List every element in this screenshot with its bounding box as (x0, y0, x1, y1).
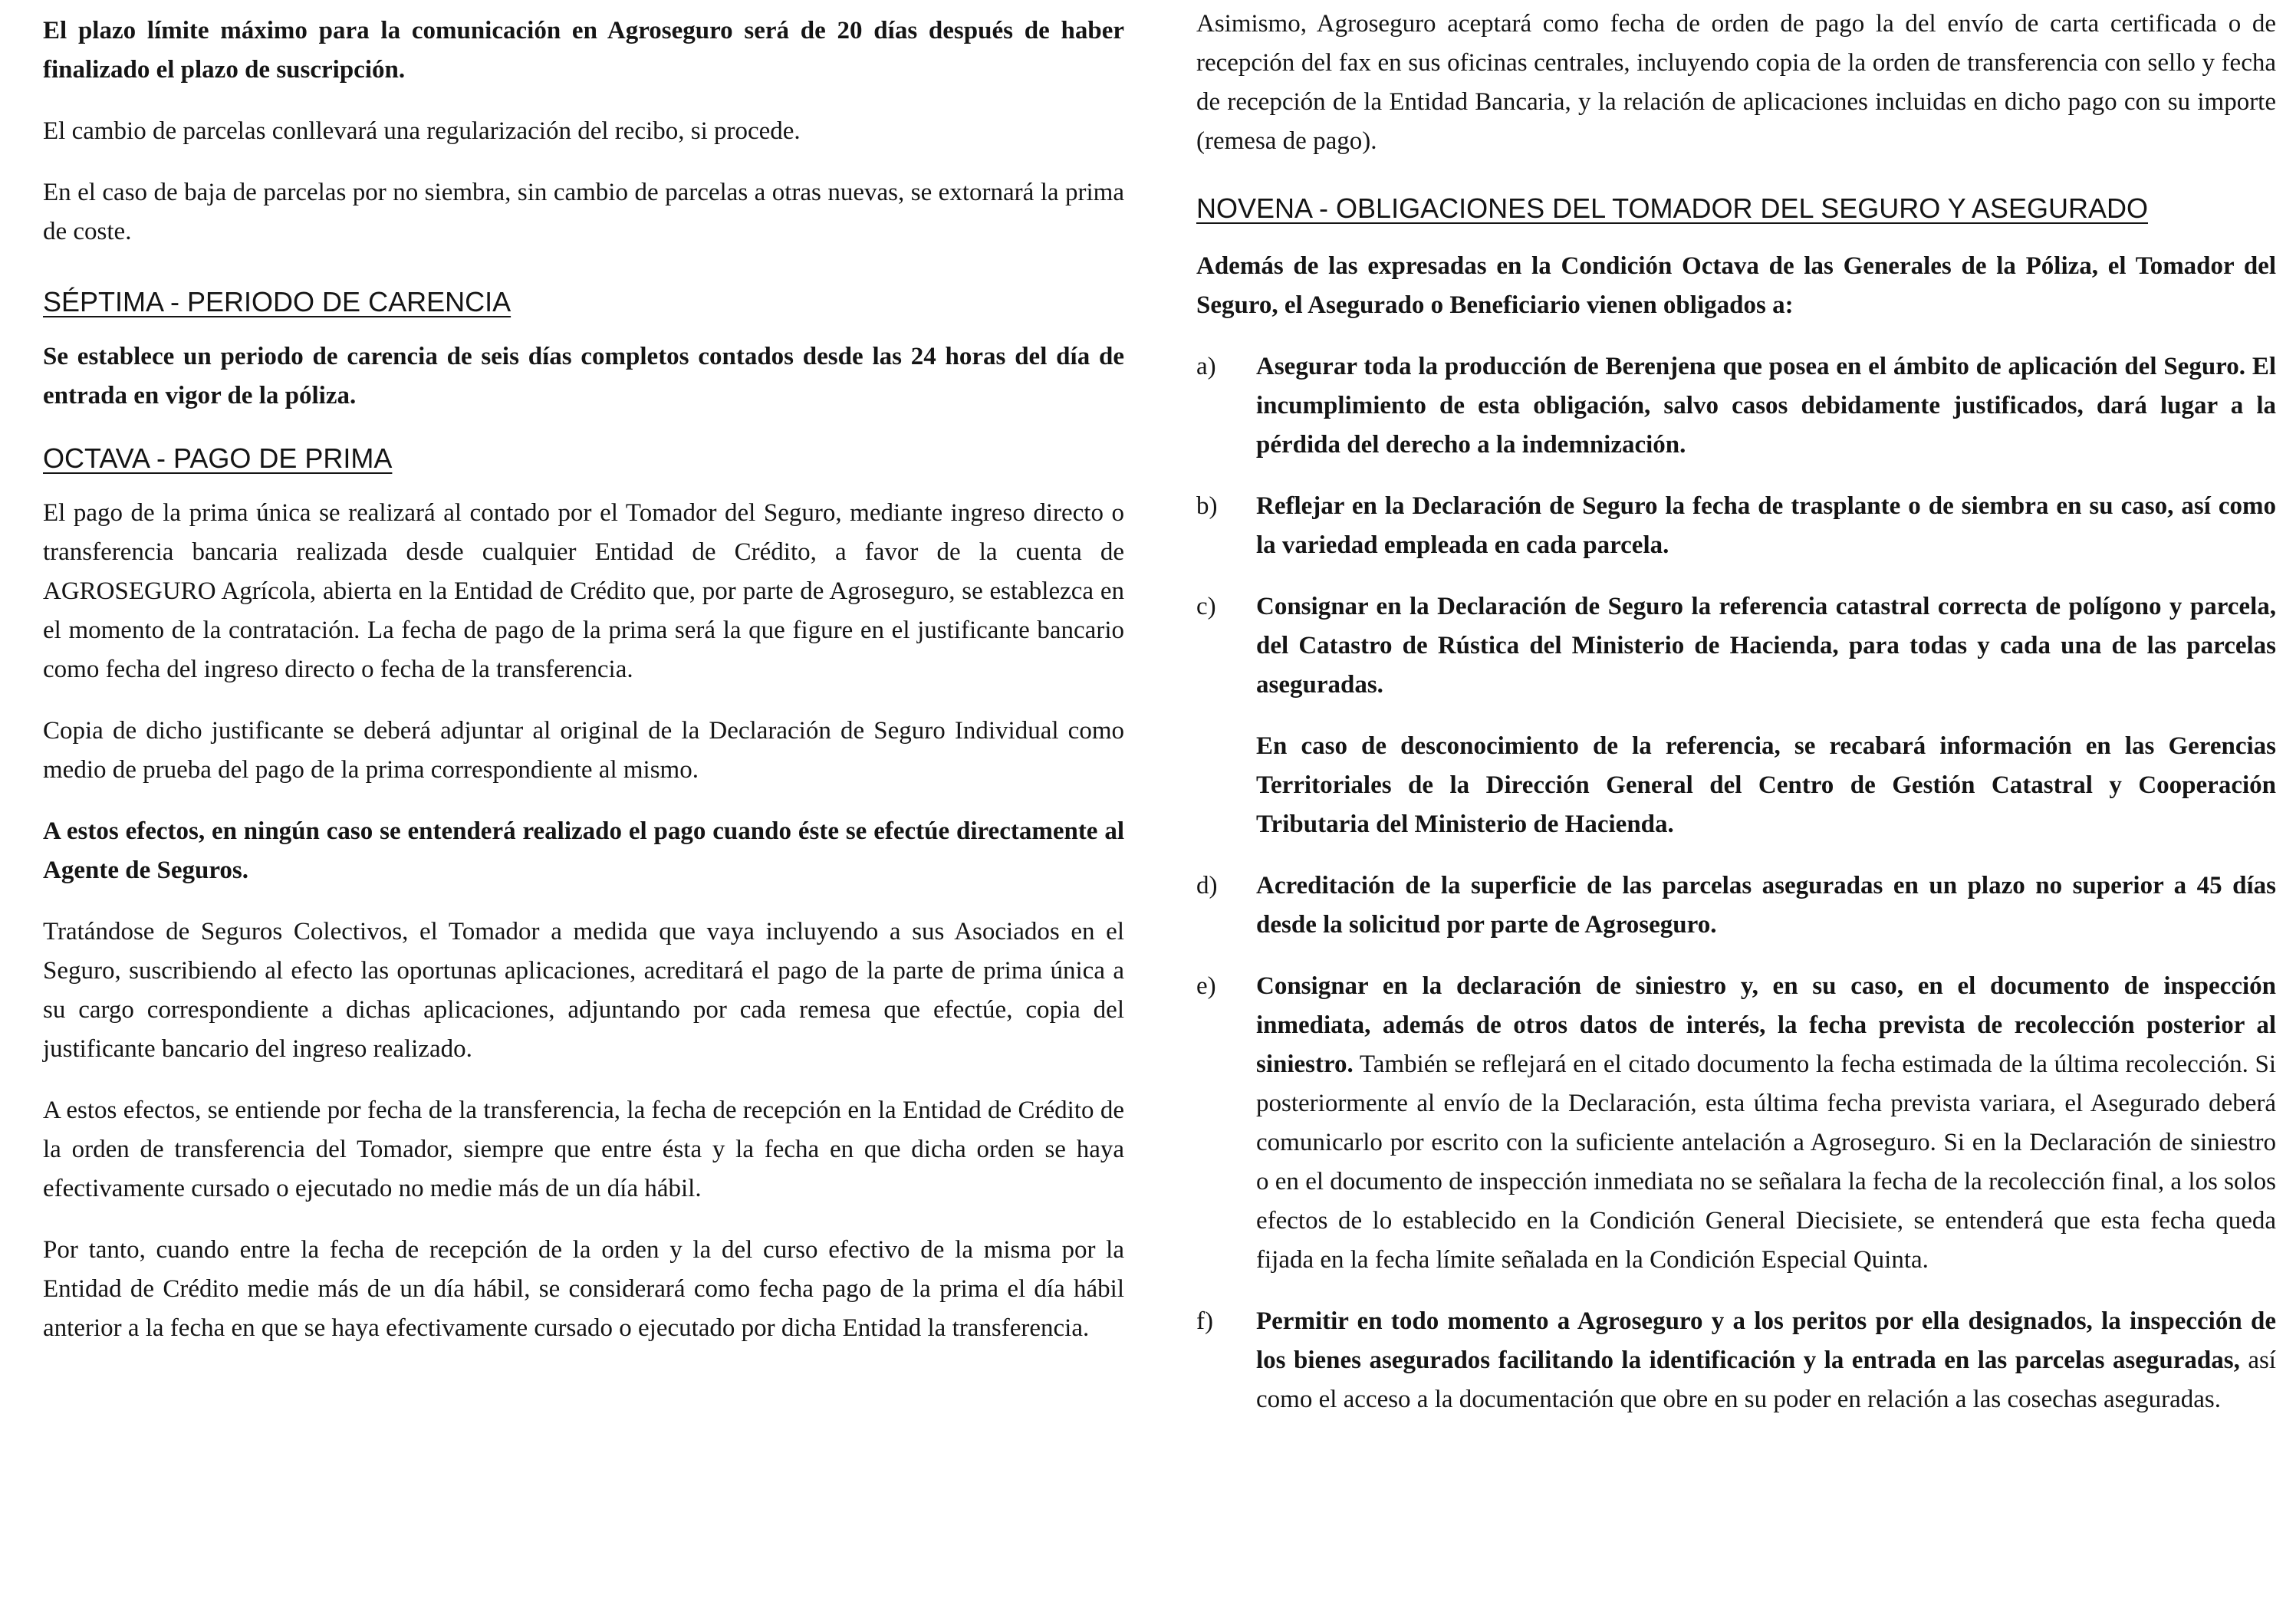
item-text (1256, 1302, 2276, 1419)
item-label: b) (1196, 492, 1218, 520)
paragraph-plazo-limite: El plazo límite máximo para la comunicación en Agroseguro será de 20 días después de haber finalizado el plazo de suscripción. (43, 17, 1124, 84)
paragraph-ademas: Además de las expresadas en la Condición Octava de las Generales de la Póliza, el Tomador del Seguro, el Asegurado o Beneficiario vienen obligados a: (1196, 252, 2276, 319)
left-column (43, 0, 1124, 1348)
paragraph-colectivos: Tratándose de Seguros Colectivos, el Tomador a medida que vaya incluyendo a sus Asociados en el Seguro, suscribiendo al efecto las oportunas aplicaciones, acreditará el pago de la parte de prima única a su cargo correspondiente a dichas aplicaciones, adjuntando por cada remesa que efectúe, copia del justificante bancario del ingreso realizado. (43, 918, 1124, 1063)
item-label: a) (1196, 353, 1216, 380)
item-label: c) (1196, 593, 1216, 620)
heading-novena: NOVENA - OBLIGACIONES DEL TOMADOR DEL SEGURO Y ASEGURADO (1196, 192, 2148, 224)
item-text-normal: También se reflejará en el citado documento la fecha estimada de la última recolección. Si posteriormente al envío de la Declaración, esta última fecha prevista variara, el Asegurado deberá comunicarlo por escrito con la suficiente antelación a Agroseguro. Si en la Declaración de siniestro o en el documento de inspección inmediata no se señalara la fecha de la recolección final, a los solos efectos de lo establecido en la Condición General Diecisiete, se entenderá que esta fecha queda fijada en la fecha límite señalada en la Condición Especial Quinta. (1256, 1051, 2276, 1274)
obligation-item-e (1196, 967, 2276, 1280)
item-text-bold: Consignar en la declaración de siniestro y, en su caso, en el documento de inspección inmediata, además de otros datos de interés, la fecha prevista de recolección posterior al siniestro. (1256, 972, 2276, 1078)
item-label: d) (1196, 872, 1218, 899)
item-text: Asegurar toda la producción de Berenjena que posea en el ámbito de aplicación del Seguro. El incumplimiento de esta obligación, salvo casos debidamente justificados, dará lugar a la pérdida del derecho a la indemnización. (1256, 353, 2276, 459)
paragraph-por-tanto: Por tanto, cuando entre la fecha de recepción de la orden y la del curso efectivo de la misma por la Entidad de Crédito medie más de un día hábil, se considerará como fecha pago de la prima el día hábil anterior a la fecha en que se haya efectivamente cursado o ejecutado por dicha Entidad la transferencia. (43, 1236, 1124, 1342)
obligation-item-a (1196, 347, 2276, 465)
item-text: Reflejar en la Declaración de Seguro la fecha de trasplante o de siembra en su caso, así como la variedad empleada en cada parcela. (1256, 492, 2276, 559)
paragraph-fecha-transferencia: A estos efectos, se entiende por fecha de la transferencia, la fecha de recepción en la Entidad de Crédito de la orden de transferencia del Tomador, siempre que entre ésta y la fecha en que dicha orden se haya efectivamente cursado o ejecutado no medie más de un día hábil. (43, 1097, 1124, 1202)
item-text-normal: así como el acceso a la documentación que obre en su poder en relación a las cosechas aseguradas. (1256, 1347, 2276, 1413)
obligation-item-c-note: En caso de desconocimiento de la referencia, se recabará información en las Gerencias Territoriales de la Dirección General del Centro de Gestión Catastral y Cooperación Tributaria del Ministerio de Hacienda. (1256, 732, 2276, 838)
heading-octava: OCTAVA - PAGO DE PRIMA (43, 442, 393, 474)
obligation-item-b (1196, 487, 2276, 565)
right-column (1196, 0, 2276, 1419)
paragraph-carencia: Se establece un periodo de carencia de seis días completos contados desde las 24 horas del día de entrada en vigor de la póliza. (43, 343, 1124, 409)
obligation-item-d (1196, 866, 2276, 945)
paragraph-agente: A estos efectos, en ningún caso se entenderá realizado el pago cuando éste se efectúe directamente al Agente de Seguros. (43, 817, 1124, 884)
item-label: f) (1196, 1307, 1213, 1335)
paragraph-baja-parcelas: En el caso de baja de parcelas por no siembra, sin cambio de parcelas a otras nuevas, se extornará la prima de coste. (43, 179, 1124, 245)
item-text: Consignar en la Declaración de Seguro la referencia catastral correcta de polígono y parcela, del Catastro de Rústica del Ministerio de Hacienda, para todas y cada una de las parcelas aseguradas. (1256, 593, 2276, 699)
item-text-bold: Permitir en todo momento a Agroseguro y a los peritos por ella designados, la inspección de los bienes asegurados facilitando la identificación y la entrada en las parcelas aseguradas, (1256, 1307, 2276, 1374)
heading-septima: SÉPTIMA - PERIODO DE CARENCIA (43, 286, 512, 317)
obligation-item-f (1196, 1302, 2276, 1419)
paragraph-pago-prima: El pago de la prima única se realizará al contado por el Tomador del Seguro, mediante ingreso directo o transferencia bancaria realizada desde cualquier Entidad de Crédito, a favor de la cuenta de AGROSEGURO Agrícola, abierta en la Entidad de Crédito que, por parte de Agroseguro, se establezca en el momento de la contratación. La fecha de pago de la prima será la que figure en el justificante bancario como fecha del ingreso directo o fecha de la transferencia. (43, 499, 1124, 683)
item-text: Acreditación de la superficie de las parcelas aseguradas en un plazo no superior a 45 días desde la solicitud por parte de Agroseguro. (1256, 872, 2276, 939)
item-text (1256, 967, 2276, 1280)
paragraph-cambio-parcelas: El cambio de parcelas conllevará una regularización del recibo, si procede. (43, 117, 801, 145)
paragraph-copia-justificante: Copia de dicho justificante se deberá adjuntar al original de la Declaración de Seguro Individual como medio de prueba del pago de la prima correspondiente al mismo. (43, 717, 1124, 784)
item-label: e) (1196, 972, 1216, 1000)
paragraph-asimismo: Asimismo, Agroseguro aceptará como fecha de orden de pago la del envío de carta certificada o de recepción del fax en sus oficinas centrales, incluyendo copia de la orden de transferencia con sello y fecha de recepción de la Entidad Bancaria, y la relación de aplicaciones incluidas en dicho pago con su importe (remesa de pago). (1196, 10, 2276, 155)
obligation-item-c (1196, 587, 2276, 705)
